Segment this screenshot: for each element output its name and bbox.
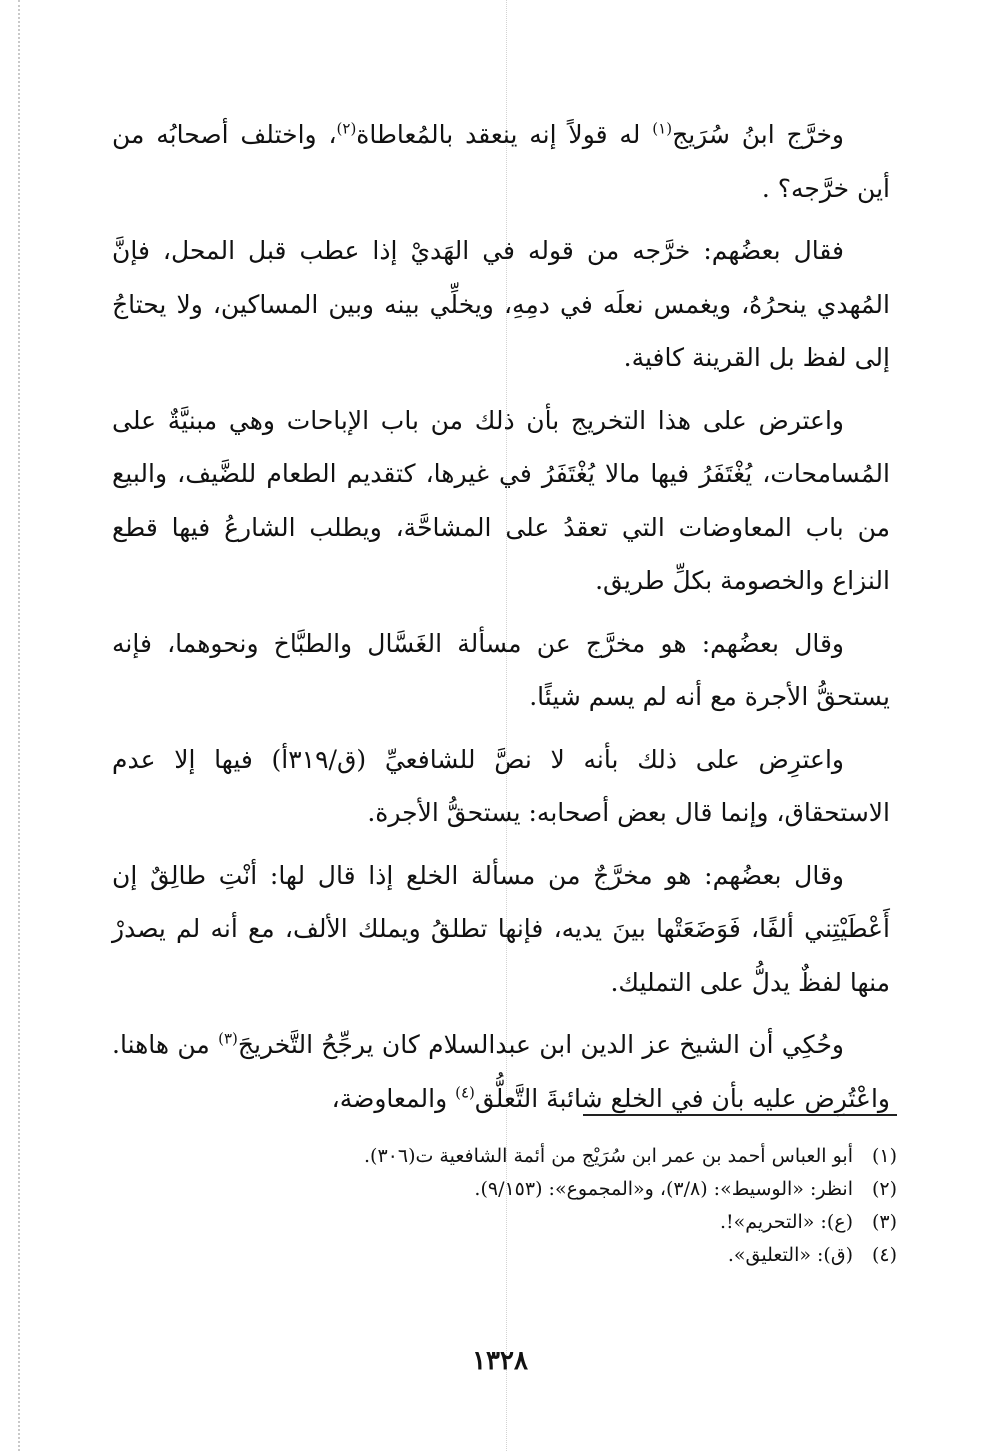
paragraph [112,617,890,724]
paragraph-text: له قولاً إنه ينعقد بالمُعاطاة [356,120,653,149]
paragraph-text: ، واختلف أصحابُه من أين خرَّجه؟ . [112,120,890,203]
paragraph-text: وحُكِي أن الشيخ عز الدين ابن عبدالسلام كان يرجِّحُ التَّخريجَ [237,1030,844,1059]
paragraph [112,1018,890,1125]
footnote-ref: (٤) [455,1083,475,1102]
footnote-separator [583,1114,897,1116]
paragraph-text: وقال بعضُهم: هو مخرَّج عن مسألة الغَسَّال والطبَّاخ ونحوهما، فإنه يستحقُّ الأجرة مع أنه لم يسم شيئًا. [112,628,890,711]
footnote-number: (٢) [871,1178,897,1200]
paragraph [112,224,890,385]
paragraph [112,849,890,1010]
footnote-text: (ق): «التعليق». [727,1244,853,1266]
footnote-number: (٤) [871,1244,897,1266]
page-number: ١٣٢٨ [472,1346,528,1376]
footnote-number: (١) [871,1145,897,1167]
main-text [112,108,890,1134]
footnote [112,1206,897,1239]
paragraph [112,394,890,608]
footnote [112,1239,897,1272]
footnote-text: (ع): «التحريم»!. [719,1211,853,1233]
paragraph-text: وقال بعضُهم: هو مخرَّجٌ من مسألة الخلع إذا قال لها: أنْتِ طالِقٌ إن أَعْطَيْتِني ألفًا، فَوَضَعَتْها بينَ يديه، فإنها تطلقُ ويملك الألف، مع أنه لم يصدرْ منها لفظٌ يدلُّ على التمليك. [112,860,890,997]
footnote-number: (٣) [871,1211,897,1233]
paragraph-text: والمعاوضة، [331,1083,456,1113]
footnote-text: أبو العباس أحمد بن عمر ابن سُرَيْج من أئمة الشافعية ت(٣٠٦). [364,1145,853,1167]
footnote [112,1173,897,1206]
footnote [112,1140,897,1173]
paragraph-text: وخرَّج ابنُ سُرَيج [672,120,844,149]
paragraph-text: من هاهنا. واعْتُرِض عليه بأن في الخلع شائبةَ التَّعلُّق [112,1030,890,1113]
paragraph [112,733,890,840]
footnote-ref: (٣) [218,1029,238,1048]
paragraph [112,108,890,215]
paragraph-text: فقال بعضُهم: خرَّجه من قوله في الهَديْ إذا عطب قبل المحل، فإنَّ المُهدي ينحرُهُ، ويغمس نعلَه في دمِهِ، ويخلِّي بينه وبين المساكين، ولا يحتاجُ إلى لفظ بل القرينة كافية. [112,236,891,372]
footnote-ref: (٢) [336,119,357,138]
footnote-text: انظر: «الوسيط»: (٣/٨)، و«المجموع»: (٩/١٥٣). [474,1178,853,1200]
footnotes [112,1140,897,1272]
paragraph-text: واعترض على هذا التخريج بأن ذلك من باب الإباحات وهي مبنيَّةٌ على المُسامحات، يُغْتَفَرُ فيها مالا يُغْتَفَرُ في غيرها، كتقديم الطعام للضَّيف، والبيع من باب المعاوضات التي تعقدُ على المشاحَّة، ويطلب الشارعُ فيها قطع النزاع والخصومة بكلِّ طريق. [112,405,890,595]
paragraph-text: واعترِض على ذلك بأنه لا نصَّ للشافعيِّ (ق/٣١٩أ) فيها إلا عدم الاستحقاق، وإنما قال بعض أصحابه: يستحقُّ الأجرة. [112,744,890,827]
scan-dotted-margin [18,0,20,1451]
footnote-ref: (١) [652,119,673,138]
